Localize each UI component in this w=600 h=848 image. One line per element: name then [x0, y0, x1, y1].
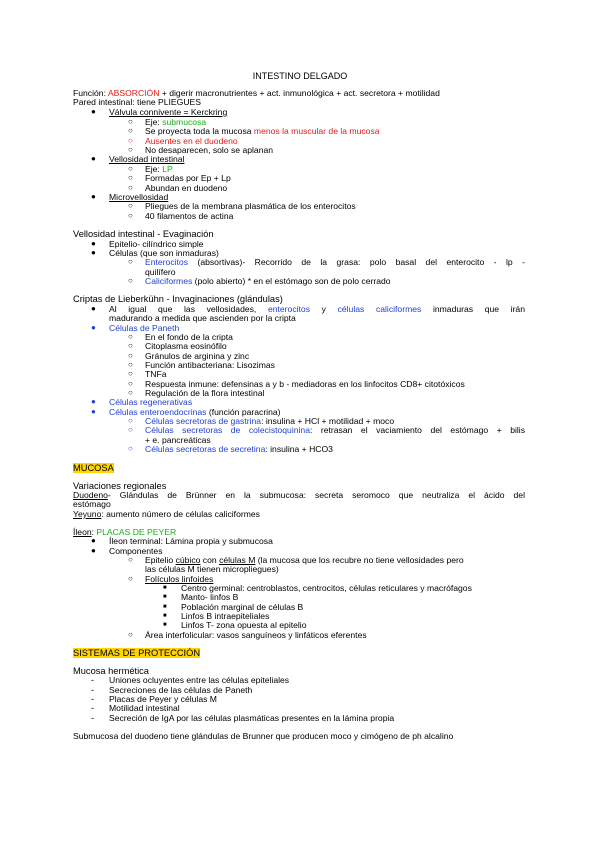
dash-marker: - — [91, 713, 94, 723]
proteccion-item: Placas de Peyer y células M — [109, 694, 217, 704]
al-igual-end: inmaduras que irán — [421, 304, 525, 314]
vellosidad-formadas: Formadas por Ep + Lp — [145, 173, 231, 183]
circle-marker: ○ — [128, 351, 133, 360]
circle-marker: ○ — [128, 574, 133, 583]
valvula-ausentes: Ausentes en el duodeno — [145, 136, 238, 146]
criptas-heading: Criptas de Lieberkühn - Invaginaciones (glándulas) — [73, 294, 283, 304]
caliciformes-term: Caliciformes — [145, 276, 193, 286]
circle-marker: ○ — [128, 201, 133, 210]
celulas-m-term: células M — [219, 555, 256, 565]
cck-rest: : retrasan el vaciamiento del estómago + bilis — [310, 425, 526, 435]
eje-label: Eje: — [145, 164, 163, 174]
cck-line — [145, 425, 525, 435]
proyecta-text: Se proyecta toda la mucosa — [145, 126, 254, 136]
eje-value: LP — [162, 164, 173, 174]
area-interfolicular: Área interfolicular: vasos sanguíneos y linfáticos eferentes — [145, 630, 367, 640]
bullet-marker: ● — [91, 546, 96, 555]
vellosidad-label: Vellosidad intestinal — [109, 154, 185, 164]
dash-marker: - — [91, 675, 94, 685]
bullet-marker: ● — [91, 323, 96, 332]
epitelio-line: Epitelio- cilíndrico simple — [109, 239, 204, 249]
circle-marker: ○ — [128, 369, 133, 378]
square-marker: ■ — [163, 613, 167, 619]
micro-label: Microvellosidad — [109, 192, 169, 202]
enteroendocrinas-rest: (función paracrina) — [206, 407, 281, 417]
square-marker: ■ — [163, 622, 167, 628]
page-title: INTESTINO DELGADO — [252, 71, 348, 81]
circle-marker: ○ — [128, 117, 133, 126]
circle-marker: ○ — [128, 425, 133, 434]
madurando-line: madurando a medida que ascienden por la cripta — [109, 313, 296, 323]
enteroendocrinas-term: Células enteroendocrinas — [109, 407, 207, 417]
paneth-item: Gránulos de arginina y zinc — [145, 351, 250, 361]
celulas-line: Células (que son inmaduras) — [109, 248, 219, 258]
square-marker: ■ — [163, 594, 167, 600]
bullet-marker: ● — [91, 248, 96, 257]
foliculo-item: Manto- linfos B — [181, 592, 239, 602]
micro-pliegues: Pliegues de la membrana plasmática de los enterocitos — [145, 201, 356, 211]
proteccion-item: Motilidad intestinal — [109, 703, 180, 713]
circle-marker: ○ — [128, 630, 133, 639]
paneth-label: Células de Paneth — [109, 323, 180, 333]
al-igual-y: y — [310, 304, 338, 314]
proteccion-heading — [73, 648, 200, 658]
secretina-rest: : insulina + HCO3 — [265, 444, 333, 454]
duodeno-label: Duodeno — [73, 490, 108, 500]
circle-marker: ○ — [128, 379, 133, 388]
circle-marker: ○ — [128, 126, 133, 135]
al-igual-text: Al igual que las vellosidades, — [109, 304, 268, 314]
cck-cont: + e. pancreáticas — [145, 435, 211, 445]
caliciformes-line — [145, 276, 391, 286]
valvula-label: Válvula connivente = Kerckring — [109, 107, 228, 117]
ileon-sep: : — [91, 527, 97, 537]
paneth-item: Función antibacteriana: Lisozimas — [145, 360, 275, 370]
funcion-rest: + digerir macronutrientes + act. inmunológica + act. secretora + motilidad — [159, 88, 440, 98]
circle-marker: ○ — [128, 257, 133, 266]
bullet-marker: ● — [91, 407, 96, 416]
duodeno-text: - Glándulas de Brünner en la submucosa: secreta seromoco que neutraliza el ácido del — [107, 490, 525, 500]
bullet-marker: ● — [91, 304, 96, 313]
bullet-marker: ● — [91, 397, 96, 406]
yeyuno-line — [73, 509, 260, 519]
secretina-line — [145, 444, 333, 454]
foliculo-item: Linfos B intraepiteliales — [181, 611, 270, 621]
duodeno-line — [73, 490, 525, 500]
al-igual-enterocitos: enterocitos — [267, 304, 310, 314]
circle-marker: ○ — [128, 145, 133, 154]
secretina-term: Células secretoras de secretina — [145, 444, 266, 454]
enterocitos-term: Enterocitos — [145, 257, 188, 267]
yeyuno-label: Yeyuno — [73, 509, 102, 519]
quilifero-line: quilífero — [145, 267, 176, 277]
absorcion-text: ABSORCIÓN — [107, 88, 160, 98]
pared-line: Pared intestinal: tiene PLIEGUES — [73, 97, 202, 107]
circle-marker: ○ — [128, 164, 133, 173]
bullet-marker: ● — [91, 192, 96, 201]
proteccion-item: Uniones ocluyentes entre las células epiteliales — [109, 675, 290, 685]
enterocitos-line — [145, 257, 525, 267]
circle-marker: ○ — [128, 332, 133, 341]
dash-marker: - — [91, 685, 94, 695]
circle-marker: ○ — [128, 211, 133, 220]
proteccion-heading-text: SISTEMAS DE PROTECCIÓN — [73, 648, 201, 658]
con-text: con — [200, 555, 220, 565]
valvula-proyecta — [145, 126, 380, 136]
valvula-no-desaparecen: No desaparecen, solo se aplanan — [145, 145, 274, 155]
enterocitos-rest: (absortivas)- Recorrido de la grasa: polo basal del enterocito - lp - — [188, 257, 525, 267]
componentes-label: Componentes — [109, 546, 163, 556]
circle-marker: ○ — [128, 341, 133, 350]
submucosa-line: Submucosa del duodeno tiene glándulas de Brunner que producen moco y cimógeno de ph alcalino — [73, 731, 454, 741]
estomago-line: estómago — [73, 499, 111, 509]
circle-marker: ○ — [128, 388, 133, 397]
caliciformes-rest: (polo abierto) * en el estómago son de polo cerrado — [192, 276, 391, 286]
bullet-marker: ● — [91, 536, 96, 545]
bullet-marker: ● — [91, 107, 96, 116]
circle-marker: ○ — [128, 444, 133, 453]
regenerativas-label: Células regenerativas — [109, 397, 193, 407]
gastrina-term: Células secretoras de gastrina — [145, 416, 262, 426]
square-marker: ■ — [163, 585, 167, 591]
foliculo-item: Población marginal de células B — [181, 602, 304, 612]
circle-marker: ○ — [128, 173, 133, 182]
paneth-item: En el fondo de la cripta — [145, 332, 233, 342]
ileon-terminal: Íleon terminal: Lámina propia y submucosa — [109, 536, 273, 546]
square-marker: ■ — [163, 604, 167, 610]
paneth-item: Regulación de la flora intestinal — [145, 388, 265, 398]
bullet-marker: ● — [91, 154, 96, 163]
eje-label: Eje: — [145, 117, 163, 127]
proteccion-item: Secreciones de las células de Paneth — [109, 685, 253, 695]
mucosa-hermetica-heading: Mucosa hermética — [73, 666, 149, 676]
eje-value: submucosa — [162, 117, 207, 127]
cubico-term: cúbico — [175, 555, 201, 565]
circle-marker: ○ — [128, 136, 133, 145]
cck-term: Células secretoras de colecistoquinina — [145, 425, 310, 435]
circle-marker: ○ — [128, 360, 133, 369]
epitelio-text: Epitelio — [145, 555, 176, 565]
proyecta-red: menos la muscular de la mucosa — [253, 126, 380, 136]
circle-marker: ○ — [128, 555, 133, 564]
yeyuno-text: : aumento número de células caliciformes — [101, 509, 260, 519]
vellosidad-abundan: Abundan en duodeno — [145, 183, 228, 193]
dash-marker: - — [91, 694, 94, 704]
epitelio-rest: (la mucosa que los recubre no tiene vellosidades pero — [255, 555, 464, 565]
paneth-item: Citoplasma eosinófilo — [145, 341, 227, 351]
bullet-marker: ● — [91, 239, 96, 248]
gastrina-rest: : insulina + HCl + motilidad + moco — [261, 416, 395, 426]
funcion-label: Función: — [73, 88, 108, 98]
al-igual-caliciformes: células caliciformes — [337, 304, 422, 314]
circle-marker: ○ — [128, 183, 133, 192]
mucosa-heading — [73, 463, 114, 473]
circle-marker: ○ — [128, 416, 133, 425]
circle-marker: ○ — [128, 276, 133, 285]
dash-marker: - — [91, 703, 94, 713]
foliculo-item: Centro germinal: centroblastos, centrocitos, células reticulares y macrófagos — [181, 583, 472, 593]
foliculo-item: Linfos T- zona opuesta al epitelio — [181, 620, 307, 630]
paneth-item: Respuesta inmune: defensinas a y b - mediadoras en los linfocitos CD8+ citotóxicos — [145, 379, 465, 389]
ileon-value: PLACAS DE PEYER — [96, 527, 177, 537]
epitelio-cont: las células M tienen micropliegues) — [145, 564, 279, 574]
ileon-label: Íleon — [73, 527, 92, 537]
evaginacion-heading: Vellosidad intestinal - Evaginación — [73, 229, 214, 239]
proteccion-item: Secreción de IgA por las células plasmáticas presentes en la lámina propia — [109, 713, 395, 723]
foliculos-label: Folículos linfoides — [145, 574, 214, 584]
micro-filamentos: 40 filamentos de actina — [145, 211, 234, 221]
mucosa-heading-text: MUCOSA — [73, 463, 114, 473]
paneth-item: TNFa — [145, 369, 167, 379]
variaciones-heading: Variaciones regionales — [73, 481, 167, 491]
